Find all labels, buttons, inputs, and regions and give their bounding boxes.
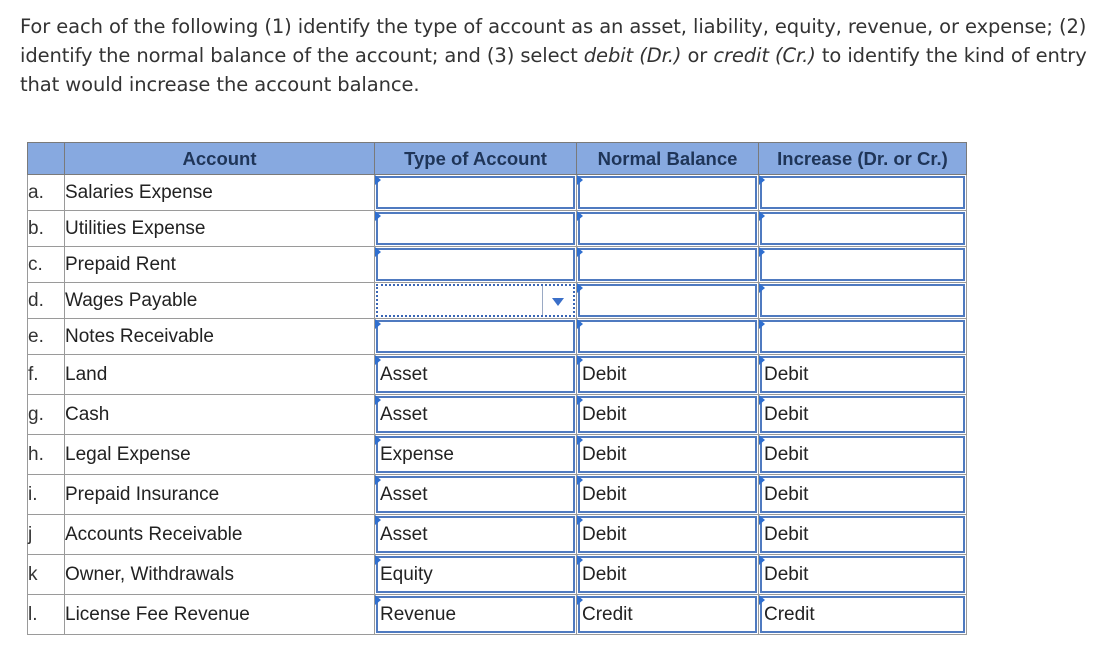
accounts-table [27,142,967,635]
type-dropdown[interactable] [376,396,575,433]
type-dropdown[interactable] [376,284,575,317]
increase-cell [759,211,967,247]
triangle-marker-icon [577,355,583,365]
normal-cell [577,395,759,435]
increase-dropdown[interactable] [760,516,965,553]
type-dropdown[interactable] [376,356,575,393]
increase-dropdown[interactable] [760,176,965,209]
normal-value: Debit [582,523,627,545]
triangle-marker-icon [759,475,765,485]
type-dropdown[interactable] [376,556,575,593]
increase-dropdown[interactable] [760,284,965,317]
triangle-marker-icon [375,555,381,565]
account-name: Salaries Expense [65,175,375,211]
table-row [28,283,967,319]
type-value: Asset [380,363,428,385]
type-cell [375,319,577,355]
type-dropdown[interactable] [376,320,575,353]
account-name: Prepaid Rent [65,247,375,283]
header-type: Type of Account [375,143,577,175]
normal-cell [577,283,759,319]
type-value: Asset [380,523,428,545]
row-letter: j [28,515,65,555]
account-name: License Fee Revenue [65,595,375,635]
row-letter: i. [28,475,65,515]
triangle-marker-icon [759,395,765,405]
normal-value: Debit [582,443,627,465]
normal-dropdown[interactable] [578,596,757,633]
increase-dropdown[interactable] [760,436,965,473]
triangle-marker-icon [375,515,381,525]
increase-dropdown[interactable] [760,476,965,513]
account-name: Cash [65,395,375,435]
dr-term: (Dr.) [639,44,682,67]
table-row [28,247,967,283]
increase-dropdown[interactable] [760,556,965,593]
triangle-marker-icon [375,175,381,185]
type-cell [375,211,577,247]
triangle-marker-icon [577,211,583,221]
row-letter: d. [28,283,65,319]
account-name: Notes Receivable [65,319,375,355]
normal-dropdown[interactable] [578,396,757,433]
increase-cell [759,595,967,635]
row-letter: l. [28,595,65,635]
triangle-marker-icon [577,595,583,605]
increase-dropdown[interactable] [760,396,965,433]
triangle-marker-icon [577,319,583,329]
type-value: Equity [380,563,433,585]
type-dropdown[interactable] [376,212,575,245]
triangle-marker-icon [375,475,381,485]
type-cell [375,395,577,435]
normal-dropdown[interactable] [578,248,757,281]
increase-value: Debit [764,403,809,425]
table-row [28,211,967,247]
increase-cell [759,319,967,355]
triangle-marker-icon [577,515,583,525]
account-name: Owner, Withdrawals [65,555,375,595]
normal-dropdown[interactable] [578,476,757,513]
triangle-marker-icon [759,515,765,525]
row-letter: c. [28,247,65,283]
normal-dropdown[interactable] [578,356,757,393]
normal-dropdown[interactable] [578,436,757,473]
header-increase: Increase (Dr. or Cr.) [759,143,967,175]
type-value: Revenue [380,603,457,625]
normal-cell [577,319,759,355]
cr-term: (Cr.) [775,44,816,67]
type-cell [375,475,577,515]
increase-value: Debit [764,563,809,585]
type-dropdown[interactable] [376,436,575,473]
triangle-marker-icon [577,555,583,565]
increase-cell [759,555,967,595]
increase-value: Debit [764,483,809,505]
instructions-text: For each of the following (1) identify the type of account as an asset, liability, equity, revenue, or expense; (2) identify the normal balance of the account; and (3) select debit (Dr.) or credit (Cr.) to identify the kind of entry that would increase the account balance. [20,15,1087,96]
increase-cell [759,175,967,211]
type-cell [375,283,577,319]
triangle-marker-icon [375,247,381,257]
table-row [28,595,967,635]
triangle-marker-icon [759,175,765,185]
increase-dropdown[interactable] [760,320,965,353]
type-dropdown[interactable] [376,516,575,553]
type-dropdown[interactable] [376,596,575,633]
type-value: Asset [380,483,428,505]
triangle-marker-icon [577,395,583,405]
type-cell [375,595,577,635]
table-header-row [28,143,967,175]
table-row [28,319,967,355]
row-letter: a. [28,175,65,211]
type-cell [375,247,577,283]
normal-dropdown[interactable] [578,516,757,553]
triangle-marker-icon [375,595,381,605]
row-letter: e. [28,319,65,355]
type-dropdown[interactable] [376,248,575,281]
chevron-down-icon [552,298,564,306]
type-value: Asset [380,403,428,425]
increase-dropdown[interactable] [760,596,965,633]
type-cell [375,435,577,475]
normal-cell [577,595,759,635]
type-cell [375,175,577,211]
triangle-marker-icon [577,435,583,445]
triangle-marker-icon [759,355,765,365]
normal-cell [577,247,759,283]
normal-value: Debit [582,563,627,585]
triangle-marker-icon [759,283,765,293]
account-name: Utilities Expense [65,211,375,247]
normal-value: Debit [582,363,627,385]
triangle-marker-icon [759,595,765,605]
increase-dropdown[interactable] [760,356,965,393]
normal-value: Debit [582,483,627,505]
increase-cell [759,475,967,515]
increase-value: Debit [764,443,809,465]
table-row [28,395,967,435]
debit-term: debit [583,44,634,67]
table-row [28,515,967,555]
increase-value: Credit [764,603,815,625]
normal-dropdown[interactable] [578,556,757,593]
normal-value: Debit [582,403,627,425]
triangle-marker-icon [375,319,381,329]
normal-cell [577,475,759,515]
increase-dropdown[interactable] [760,248,965,281]
increase-cell [759,395,967,435]
triangle-marker-icon [759,319,765,329]
row-letter: b. [28,211,65,247]
table-row [28,475,967,515]
table-row [28,435,967,475]
normal-dropdown[interactable] [578,176,757,209]
triangle-marker-icon [759,247,765,257]
credit-term: credit [713,44,769,67]
normal-cell [577,515,759,555]
increase-value: Debit [764,363,809,385]
row-letter: g. [28,395,65,435]
normal-dropdown[interactable] [578,284,757,317]
increase-cell [759,435,967,475]
account-name: Accounts Receivable [65,515,375,555]
row-letter: h. [28,435,65,475]
header-normal: Normal Balance [577,143,759,175]
normal-cell [577,355,759,395]
type-value: Expense [380,443,454,465]
increase-cell [759,355,967,395]
triangle-marker-icon [375,211,381,221]
increase-cell [759,515,967,555]
triangle-marker-icon [577,175,583,185]
type-dropdown[interactable] [376,176,575,209]
table-row [28,175,967,211]
type-cell [375,515,577,555]
row-letter: f. [28,355,65,395]
type-dropdown[interactable] [376,476,575,513]
triangle-marker-icon [577,283,583,293]
account-name: Legal Expense [65,435,375,475]
account-name: Wages Payable [65,283,375,319]
normal-cell [577,175,759,211]
account-name: Prepaid Insurance [65,475,375,515]
account-name: Land [65,355,375,395]
triangle-marker-icon [375,395,381,405]
normal-dropdown[interactable] [578,212,757,245]
triangle-marker-icon [577,247,583,257]
triangle-marker-icon [375,435,381,445]
triangle-marker-icon [759,211,765,221]
normal-cell [577,211,759,247]
increase-cell [759,247,967,283]
normal-cell [577,555,759,595]
triangle-marker-icon [759,555,765,565]
triangle-marker-icon [375,355,381,365]
normal-value: Credit [582,603,633,625]
triangle-marker-icon [577,475,583,485]
normal-cell [577,435,759,475]
dropdown-button[interactable] [542,286,573,315]
triangle-marker-icon [759,435,765,445]
header-account: Account [65,143,375,175]
increase-dropdown[interactable] [760,212,965,245]
header-letter [28,143,65,175]
normal-dropdown[interactable] [578,320,757,353]
table-row [28,555,967,595]
increase-cell [759,283,967,319]
type-cell [375,355,577,395]
increase-value: Debit [764,523,809,545]
type-cell [375,555,577,595]
table-row [28,355,967,395]
row-letter: k [28,555,65,595]
